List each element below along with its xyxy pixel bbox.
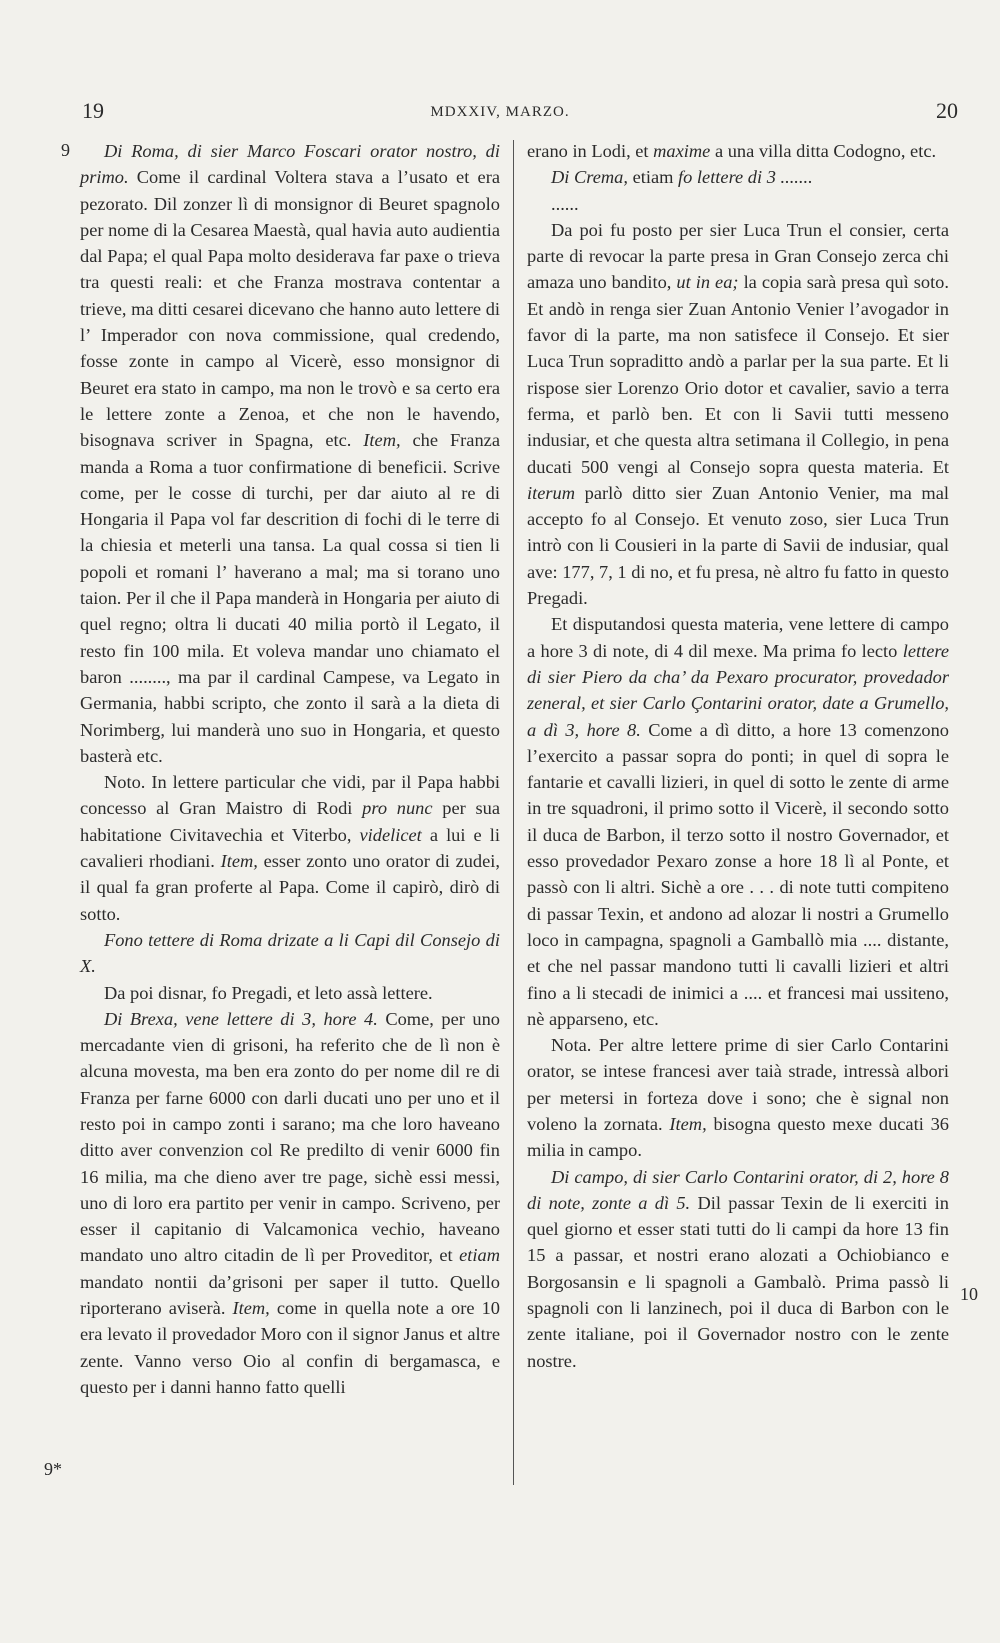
text-run: etiam	[627, 167, 679, 188]
text-run: Nota. Per altre lettere prime di sier Carlo Contarini orator, se intese francesi aver taià strade, intressà albori per metersi in forteza dove i sono; che è signal non voleno la zornata.	[527, 1035, 949, 1134]
italic-text: Item,	[232, 1298, 270, 1319]
left-page-number: 19	[82, 98, 104, 123]
italic-text: Item,	[220, 851, 258, 872]
text-run: esser zonto uno orator di zudei, il qual fa gran proferte al Papa. Come il capirò, dirò di sotto.	[80, 851, 500, 924]
italic-text: lettere di sier Piero da cha’ da Pexaro procurator, provedador zeneral, et sier Carlo Çontarini orator, date a Grumello, a dì 3, hore 8.	[527, 640, 949, 740]
paragraph	[527, 138, 949, 164]
italic-text: Di Crema,	[551, 167, 628, 188]
text-run: erano in Lodi, et	[527, 141, 654, 161]
text-run: parlò ditto sier Zuan Antonio Venier, ma mal accepto fo al Consejo. Et venuto zoso, sier Luca Trun intrò con li Cousieri in la parte di Savii de indusiar, qual ave: 177, 7, 1 di no, et fu presa, nè altro fu fatto in questo Pregadi.	[527, 482, 949, 609]
column-divider	[513, 140, 514, 1485]
margin-number: 9*	[44, 1459, 62, 1479]
italic-text: Di Roma, di sier Marco Foscari orator nostro, di primo.	[80, 141, 500, 188]
paragraph	[527, 611, 949, 1032]
paragraph	[80, 1006, 500, 1400]
text-run: Noto. In lettere particular che vidi, par il Papa habbi concesso al Gran Maistro di Rodi	[80, 772, 500, 819]
text-run: a lui e li cavalieri rhodiani.	[80, 824, 500, 872]
paragraph	[527, 191, 949, 217]
text-run: Come, per uno mercadante vien di grisoni, ha referito che de lì non è alcuna movesta, ma ben era zonto do per nome dil re di Franza per farne 6000 con darli ducati uno per uno et il resto poi in campo zonti i sarano; ma che loro haveano ditto aver convenzion col Re predilto di venir 6000 fin 16 milia, ma che dieno aver tre page, sichè essi messi, uno di loro era partito per venir in campo. Scriveno, per esser il capitanio di Valcamonica vechio, haveano mandato uno altro citadin de lì per Proveditor, et	[80, 1008, 500, 1266]
paragraph	[527, 164, 949, 190]
italic-text: iterum	[527, 482, 576, 503]
italic-text: videlicet	[359, 824, 422, 845]
italic-text: etiam	[459, 1245, 500, 1266]
text-run: che Franza manda a Roma a tuor confirmatione di beneficii. Scrive come, per le cosse di turchi, per dar aiuto al re di Hongaria il Papa vol far descrition di fochi di le terre di la chiesia et meterli una tansa. La qual cossa si tien li popoli et romani l’ haverano a mal; ma si torano uno taion. Per il che il Papa manderà in Hongaria per aiuto di quel regno; oltra li ducati 40 milia portò il Legato, il resto fin 100 mila. Et voleva mandar uno chiamato el baron ........, ma par il cardinal Campese, va Legato in Germania, habbi scripto, che zonto il sarà a la dieta di Norimberg, lui manderà uno suo in Hongaria, et questo basterà etc.	[80, 430, 500, 766]
text-run: mandato nontii da’grisoni per saper il tutto. Quello riporterano aviserà.	[80, 1271, 500, 1319]
text-run: come in quella note a ore 10 era levato il provedador Moro con il signor Janus et altre zente. Vanno verso Oio al confin di bergamasca, e questo per i danni hanno fatto quelli	[80, 1298, 500, 1397]
text-run: Da poi disnar, fo Pregadi, et leto assà lettere.	[104, 982, 433, 1003]
italic-text: Item,	[669, 1113, 707, 1134]
text-run: la copia sarà presa quì soto. Et andò in renga sier Zuan Antonio Venier l’avogador in favor di la parte, ma non satisfece il Consejo. Et sier Luca Trun sopraditto andò a parlar per la sua parte. Et li rispose sier Lorenzo Orio dotor et cavalier, savio a terra ferma, et parlò ben. Et con li Savii tutti messeno indusiar, et che questa altra setimana il Collegio, in pena ducati 500 vengi al Consejo sopra questa materia. Et	[527, 272, 949, 477]
left-text-column	[80, 138, 500, 1400]
text-run: a una villa ditta Codogno, etc.	[710, 141, 937, 161]
text-run: ......	[551, 193, 579, 214]
italic-text: Fono tettere di Roma drizate a li Capi dil Consejo di X.	[80, 929, 500, 977]
margin-number: 10	[960, 1284, 978, 1304]
right-page-number: 20	[936, 98, 958, 123]
paragraph	[527, 1032, 949, 1163]
italic-text: Di campo, di sier Carlo Contarini orator, di 2, hore 8 di note, zonte a dì 5.	[527, 1166, 949, 1213]
italic-text: pro nunc	[362, 798, 433, 819]
italic-text: fo lettere di 3 .......	[678, 167, 813, 188]
italic-text: ut in ea;	[676, 272, 739, 293]
margin-number: 9	[61, 140, 70, 160]
text-run: per sua habitatione Civitavechia et Viterbo,	[80, 798, 500, 845]
paragraph	[80, 980, 500, 1006]
paragraph	[80, 138, 500, 769]
text-run: Da poi fu posto per sier Luca Trun el consier, certa parte di revocar la parte presa in Gran Consejo zerca chi amaza uno bandito,	[527, 219, 949, 293]
italic-text: Di Brexa, vene lettere di 3, hore 4.	[104, 1008, 378, 1029]
right-text-column	[527, 138, 949, 1374]
italic-text: maxime	[653, 141, 711, 161]
paragraph	[527, 217, 949, 611]
text-run: Come il cardinal Voltera stava a l’usato et era pezorato. Dil zonzer lì di monsignor di Beuret spagnolo per nome di la Cesarea Maestà, qual havia auto audientia dal Papa; el qual Papa molto desiderava far paxe o trieva tra questi reali: et che Franza mostrava contentar a trieve, ma ditti cesarei dicevano che hanno auto lettere di l’ Imperador con nova commissione, qual credendo, fosse zonte in campo al Vicerè, esso monsignor di Beuret era stato in campo, ma non le trovò e sa certo era le lettere zonte a Zenoa, et che non le havendo, bisognava scriver in Spagna, etc.	[80, 167, 500, 451]
text-run: Come a dì ditto, a hore 13 comenzono l’exercito a passar sopra do ponti; in quel di sopra le fantarie et cavalli lizieri, in quel di sotto le zente di arme in tre squadroni, il primo sotto il Vicerè, il secondo sotto il duca de Barbon, il terzo sotto il nostro Governador, et esso provedador Pexaro zonse a hore 18 lì al Ponte, et passò con li altri. Sichè a ore . . . di note tutti compiteno di passar Texin, et andono ad alozar li nostri a Grumello loco in campagna, spagnoli a Gamballò mia .... distante, et che nel passar mandono tutti li cavalli lizieri et altri fino a li stecadi de inimici a .... et francesi mai ussiteno, nè apparseno, etc.	[527, 719, 949, 1029]
text-run: Dil passar Texin de li exerciti in quel giorno et esser stati tutti do li campi da hore 13 fin 15 a passar, et nostri erano alozati a Ochiobianco e Borgosansin e li spagnoli a Gambalò. Prima passò li spagnoli con li lanzinech, poi il duca di Barbon con le zente italiane, poi il Governador nostro con le zente nostre.	[527, 1192, 949, 1371]
text-run: bisogna questo mexe ducati 36 milia in campo.	[527, 1113, 949, 1161]
text-run: Et disputandosi questa materia, vene lettere di campo a hore 3 di note, di 4 dil mexe. Ma prima fo lecto	[527, 614, 949, 661]
running-header: MDXXIV, MARZO.	[430, 104, 570, 120]
paragraph	[527, 1164, 949, 1374]
italic-text: Item,	[363, 430, 401, 451]
paragraph	[80, 769, 500, 927]
paragraph	[80, 927, 500, 980]
